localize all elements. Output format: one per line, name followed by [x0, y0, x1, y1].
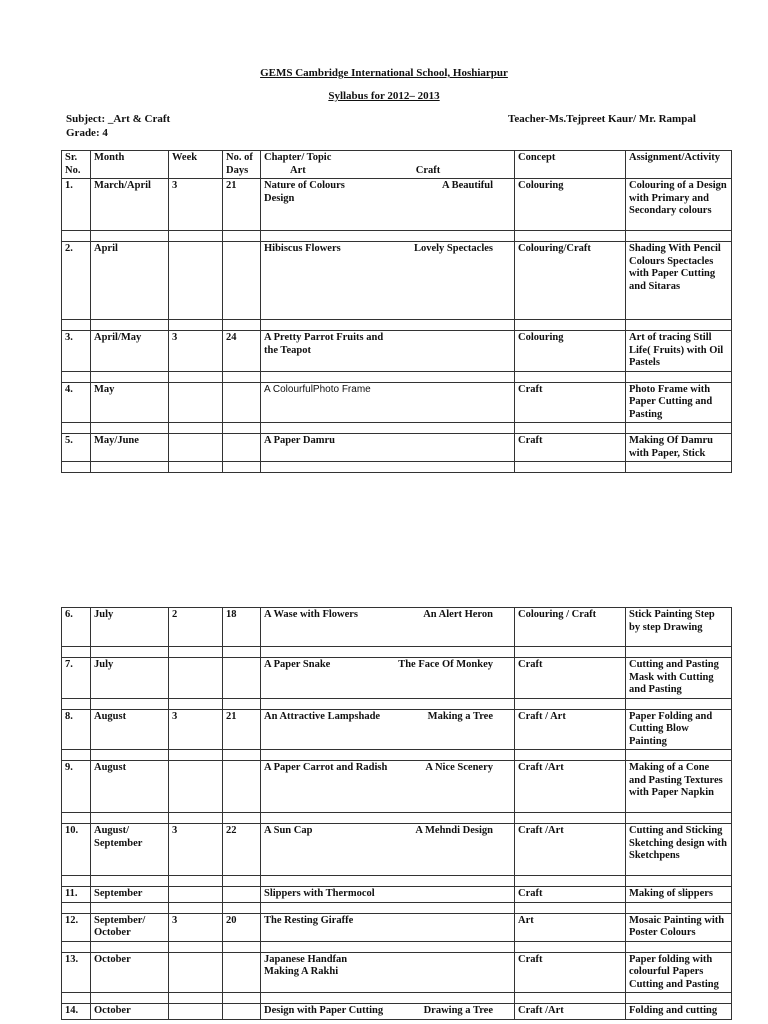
spacer-cell: [626, 941, 732, 952]
days-cell: [223, 761, 261, 813]
week-cell: 3: [169, 824, 223, 876]
table-row: [62, 952, 732, 993]
concept-cell: Craft: [515, 382, 626, 423]
topic-cell: [261, 761, 515, 813]
spacer-cell: [261, 876, 515, 887]
week-cell: [169, 1004, 223, 1020]
spacer-cell: [515, 647, 626, 658]
topic-cell: [261, 382, 515, 423]
spacer-cell: [626, 750, 732, 761]
days-cell: 21: [223, 709, 261, 750]
week-cell: [169, 761, 223, 813]
sr-cell: 1.: [62, 179, 91, 231]
topic-cell: [261, 709, 515, 750]
concept-cell: Craft: [515, 952, 626, 993]
spacer-cell: [515, 462, 626, 473]
spacer-cell: [62, 876, 91, 887]
spacer-row: [62, 902, 732, 913]
activity-cell: Art of tracing Still Life( Fruits) with Oil Pastels: [626, 331, 732, 372]
spacer-cell: [169, 371, 223, 382]
spacer-cell: [62, 902, 91, 913]
spacer-cell: [626, 320, 732, 331]
art-topic: A Paper Carrot and Radish: [264, 762, 388, 773]
spacer-cell: [223, 423, 261, 434]
spacer-cell: [62, 941, 91, 952]
table-row: [62, 824, 732, 876]
col-craft: Craft: [415, 164, 441, 176]
art-topic: A ColourfulPhoto Frame: [264, 383, 371, 395]
craft-topic: The Face Of Monkey: [398, 659, 493, 670]
craft-topic: Lovely Spectacles: [413, 243, 493, 254]
days-cell: [223, 382, 261, 423]
spacer-cell: [223, 813, 261, 824]
spacer-cell: [515, 423, 626, 434]
topic-cell: [261, 658, 515, 699]
topic-cell: [261, 331, 515, 372]
craft-topic: A Nice Scenery: [425, 762, 493, 773]
spacer-cell: [515, 993, 626, 1004]
spacer-cell: [223, 993, 261, 1004]
spacer-cell: [169, 698, 223, 709]
spacer-cell: [626, 423, 732, 434]
spacer-row: [62, 371, 732, 382]
col-week: Week: [169, 151, 223, 179]
spacer-cell: [62, 423, 91, 434]
spacer-row: [62, 320, 732, 331]
table-row: [62, 331, 732, 372]
spacer-cell: [223, 750, 261, 761]
week-cell: [169, 434, 223, 462]
spacer-cell: [515, 231, 626, 242]
concept-cell: Colouring: [515, 179, 626, 231]
spacer-cell: [91, 647, 169, 658]
table-row: [62, 709, 732, 750]
spacer-cell: [169, 231, 223, 242]
art-topic: Slippers with Thermocol: [264, 888, 375, 899]
spacer-cell: [91, 462, 169, 473]
spacer-cell: [169, 941, 223, 952]
concept-cell: Craft /Art: [515, 761, 626, 813]
month-cell: August: [91, 761, 169, 813]
spacer-cell: [515, 941, 626, 952]
table-row: [62, 434, 732, 462]
col-chapter: [261, 151, 515, 179]
spacer-cell: [91, 876, 169, 887]
spacer-cell: [626, 902, 732, 913]
activity-cell: Making Of Damru with Paper, Stick: [626, 434, 732, 462]
sr-cell: 10.: [62, 824, 91, 876]
table-row: [62, 1004, 732, 1020]
col-art: Art: [290, 164, 306, 176]
spacer-cell: [515, 902, 626, 913]
topic-cell: [261, 887, 515, 903]
spacer-cell: [169, 750, 223, 761]
activity-cell: Stick Painting Step by step Drawing: [626, 608, 732, 647]
spacer-cell: [169, 423, 223, 434]
days-cell: 20: [223, 913, 261, 941]
spacer-cell: [62, 813, 91, 824]
spacer-cell: [626, 876, 732, 887]
sr-cell: 11.: [62, 887, 91, 903]
month-cell: April: [91, 242, 169, 320]
col-month: Month: [91, 151, 169, 179]
spacer-cell: [261, 231, 515, 242]
month-cell: April/May: [91, 331, 169, 372]
spacer-cell: [515, 698, 626, 709]
month-cell: October: [91, 1004, 169, 1020]
table-row: [62, 658, 732, 699]
month-cell: May: [91, 382, 169, 423]
month-cell: September: [91, 887, 169, 903]
activity-cell: Folding and cutting: [626, 1004, 732, 1020]
syllabus-table-1: [61, 150, 732, 473]
craft-topic: Making a Tree: [427, 710, 493, 722]
table-row: [62, 382, 732, 423]
week-cell: [169, 242, 223, 320]
month-cell: September/ October: [91, 913, 169, 941]
art-topic: A Paper Snake: [264, 659, 331, 670]
header-row: [62, 151, 732, 179]
spacer-row: [62, 750, 732, 761]
art-topic: A Sun Cap: [264, 825, 313, 836]
spacer-cell: [91, 231, 169, 242]
week-cell: 3: [169, 179, 223, 231]
topic-cell: [261, 952, 515, 993]
spacer-cell: [223, 462, 261, 473]
spacer-cell: [515, 750, 626, 761]
topic-cell: [261, 824, 515, 876]
concept-cell: Art: [515, 913, 626, 941]
syllabus-title: Syllabus for 2012– 2013: [328, 90, 440, 102]
col-activity: Assignment/Activity: [626, 151, 732, 179]
activity-cell: Making of a Cone and Pasting Textures with Paper Napkin: [626, 761, 732, 813]
col-sr: Sr. No.: [62, 151, 91, 179]
activity-cell: Colouring of a Design with Primary and Secondary colours: [626, 179, 732, 231]
week-cell: 2: [169, 608, 223, 647]
sr-cell: 3.: [62, 331, 91, 372]
spacer-cell: [169, 876, 223, 887]
sr-cell: 2.: [62, 242, 91, 320]
spacer-cell: [91, 941, 169, 952]
spacer-cell: [261, 993, 515, 1004]
week-cell: 3: [169, 331, 223, 372]
spacer-cell: [261, 813, 515, 824]
concept-cell: Colouring: [515, 331, 626, 372]
spacer-cell: [91, 902, 169, 913]
topic-cell: [261, 434, 515, 462]
days-cell: [223, 1004, 261, 1020]
month-cell: March/April: [91, 179, 169, 231]
sr-cell: 13.: [62, 952, 91, 993]
spacer-cell: [261, 423, 515, 434]
table-row: [62, 761, 732, 813]
concept-cell: Craft: [515, 658, 626, 699]
art-topic: A Wase with Flowers: [264, 609, 359, 620]
spacer-cell: [223, 231, 261, 242]
spacer-row: [62, 698, 732, 709]
days-cell: 18: [223, 608, 261, 647]
month-cell: August/ September: [91, 824, 169, 876]
spacer-cell: [626, 231, 732, 242]
spacer-cell: [91, 750, 169, 761]
days-cell: 21: [223, 179, 261, 231]
spacer-cell: [626, 698, 732, 709]
art-topic: A Pretty Parrot Fruits and the Teapot: [264, 332, 384, 356]
month-cell: May/June: [91, 434, 169, 462]
spacer-row: [62, 813, 732, 824]
topic-cell: [261, 242, 515, 320]
spacer-row: [62, 423, 732, 434]
art-topic: An Attractive Lampshade: [264, 710, 381, 722]
activity-cell: Mosaic Painting with Poster Colours: [626, 913, 732, 941]
month-cell: July: [91, 658, 169, 699]
school-title: GEMS Cambridge International School, Hoshiarpur: [260, 67, 508, 79]
activity-cell: Cutting and Pasting Mask with Cutting and Pasting: [626, 658, 732, 699]
col-chapter-label: Chapter/ Topic: [264, 152, 332, 163]
sr-cell: 14.: [62, 1004, 91, 1020]
craft-topic: Drawing a Tree: [423, 1005, 493, 1016]
craft-topic: A Mehndi Design: [415, 825, 493, 836]
concept-cell: Colouring / Craft: [515, 608, 626, 647]
spacer-cell: [91, 320, 169, 331]
table-row: [62, 913, 732, 941]
spacer-cell: [223, 698, 261, 709]
spacer-cell: [91, 813, 169, 824]
spacer-cell: [169, 462, 223, 473]
spacer-cell: [515, 876, 626, 887]
activity-cell: Making of slippers: [626, 887, 732, 903]
table-row: [62, 608, 732, 647]
month-cell: October: [91, 952, 169, 993]
table-row: [62, 179, 732, 231]
week-cell: [169, 658, 223, 699]
spacer-cell: [223, 320, 261, 331]
spacer-row: [62, 231, 732, 242]
sr-cell: 4.: [62, 382, 91, 423]
spacer-cell: [62, 993, 91, 1004]
syllabus-table-2: [61, 607, 732, 1020]
spacer-cell: [62, 462, 91, 473]
spacer-cell: [62, 647, 91, 658]
days-cell: 22: [223, 824, 261, 876]
topic-cell: [261, 608, 515, 647]
days-cell: [223, 434, 261, 462]
concept-cell: Craft /Art: [515, 824, 626, 876]
craft-topic: A Beautiful: [441, 180, 493, 191]
spacer-row: [62, 941, 732, 952]
activity-cell: Paper Folding and Cutting Blow Painting: [626, 709, 732, 750]
spacer-cell: [62, 698, 91, 709]
days-cell: 24: [223, 331, 261, 372]
concept-cell: Colouring/Craft: [515, 242, 626, 320]
spacer-cell: [626, 371, 732, 382]
concept-cell: Craft /Art: [515, 1004, 626, 1020]
week-cell: [169, 382, 223, 423]
spacer-cell: [169, 902, 223, 913]
spacer-cell: [91, 698, 169, 709]
spacer-cell: [62, 231, 91, 242]
spacer-cell: [515, 371, 626, 382]
sr-cell: 12.: [62, 913, 91, 941]
grade-label: Grade: 4: [66, 127, 108, 139]
spacer-cell: [261, 320, 515, 331]
spacer-cell: [626, 993, 732, 1004]
days-cell: [223, 887, 261, 903]
teacher-label: Teacher-Ms.Tejpreet Kaur/ Mr. Rampal: [508, 113, 696, 125]
spacer-cell: [261, 462, 515, 473]
spacer-cell: [626, 813, 732, 824]
concept-cell: Craft / Art: [515, 709, 626, 750]
spacer-cell: [223, 371, 261, 382]
spacer-cell: [169, 813, 223, 824]
table-row: [62, 242, 732, 320]
topic-cell: [261, 913, 515, 941]
spacer-row: [62, 876, 732, 887]
topic-cell: [261, 179, 515, 231]
activity-cell: Cutting and Sticking Sketching design with Sketchpens: [626, 824, 732, 876]
sr-cell: 5.: [62, 434, 91, 462]
days-cell: [223, 242, 261, 320]
activity-cell: Photo Frame with Paper Cutting and Pasting: [626, 382, 732, 423]
week-cell: [169, 952, 223, 993]
spacer-cell: [62, 750, 91, 761]
spacer-cell: [515, 320, 626, 331]
days-cell: [223, 658, 261, 699]
table-row: [62, 887, 732, 903]
week-cell: [169, 887, 223, 903]
spacer-cell: [515, 813, 626, 824]
art-topic: Nature of Colours Design: [264, 180, 345, 204]
week-cell: 3: [169, 913, 223, 941]
month-cell: July: [91, 608, 169, 647]
concept-cell: Craft: [515, 887, 626, 903]
spacer-row: [62, 647, 732, 658]
spacer-cell: [223, 876, 261, 887]
activity-cell: Shading With Pencil Colours Spectacles with Paper Cutting and Sitaras: [626, 242, 732, 320]
concept-cell: Craft: [515, 434, 626, 462]
spacer-cell: [169, 647, 223, 658]
spacer-cell: [223, 941, 261, 952]
spacer-cell: [261, 647, 515, 658]
subject-label: Subject: _Art & Craft: [66, 113, 171, 125]
week-cell: 3: [169, 709, 223, 750]
art-topic: Design with Paper Cutting: [264, 1005, 384, 1016]
spacer-cell: [91, 993, 169, 1004]
spacer-cell: [626, 462, 732, 473]
craft-topic: An Alert Heron: [423, 609, 493, 620]
spacer-cell: [261, 698, 515, 709]
topic-cell: [261, 1004, 515, 1020]
spacer-cell: [261, 941, 515, 952]
spacer-cell: [169, 320, 223, 331]
spacer-row: [62, 462, 732, 473]
activity-cell: Paper folding with colourful Papers Cutting and Pasting: [626, 952, 732, 993]
spacer-cell: [261, 371, 515, 382]
spacer-cell: [62, 371, 91, 382]
art-topic: A Paper Damru: [264, 435, 335, 446]
art-topic: Hibiscus Flowers: [264, 243, 341, 254]
spacer-cell: [91, 371, 169, 382]
spacer-row: [62, 993, 732, 1004]
spacer-cell: [261, 902, 515, 913]
spacer-cell: [223, 647, 261, 658]
sr-cell: 7.: [62, 658, 91, 699]
col-days: No. of Days: [223, 151, 261, 179]
sr-cell: 6.: [62, 608, 91, 647]
art-topic: The Resting Giraffe: [264, 914, 354, 926]
art-topic: Japanese Handfan Making A Rakhi: [264, 953, 348, 977]
month-cell: August: [91, 709, 169, 750]
sr-cell: 9.: [62, 761, 91, 813]
sr-cell: 8.: [62, 709, 91, 750]
col-concept: Concept: [515, 151, 626, 179]
days-cell: [223, 952, 261, 993]
spacer-cell: [626, 647, 732, 658]
spacer-cell: [62, 320, 91, 331]
spacer-cell: [91, 423, 169, 434]
spacer-cell: [169, 993, 223, 1004]
spacer-cell: [223, 902, 261, 913]
spacer-cell: [261, 750, 515, 761]
